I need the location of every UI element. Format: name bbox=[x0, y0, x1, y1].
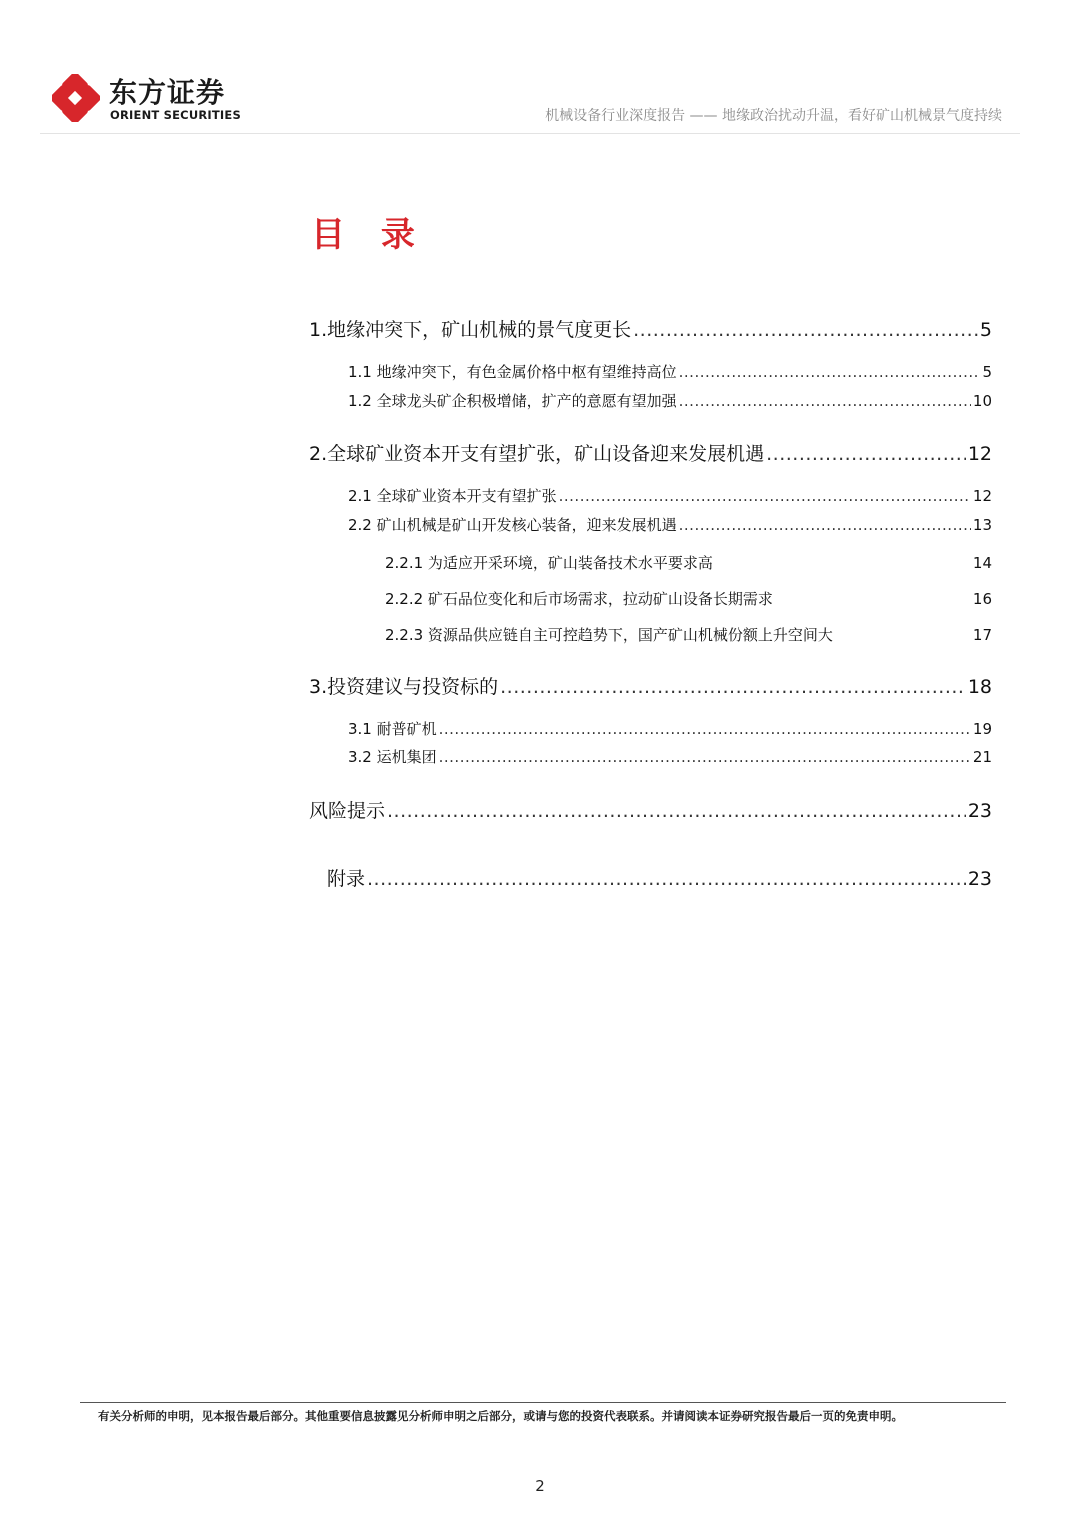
toc-dot-leader bbox=[679, 362, 981, 382]
brand-name-en: ORIENT SECURITIES bbox=[110, 108, 241, 122]
toc-entry-appendix[interactable] bbox=[327, 867, 992, 891]
toc-entry-title: 2.2.3 资源品供应链自主可控趋势下，国产矿山机械份额上升空间大 bbox=[385, 626, 833, 644]
toc-entry-title: 3.投资建议与投资标的 bbox=[309, 676, 499, 698]
toc-entry-title: 2.2 矿山机械是矿山开发核心装备，迎来发展机遇 bbox=[348, 516, 677, 534]
page-number: 2 bbox=[535, 1477, 545, 1495]
toc-dot-leader bbox=[559, 486, 971, 506]
toc-entry-title: 2.2.2 矿石品位变化和后市场需求，拉动矿山设备长期需求 bbox=[385, 590, 773, 608]
toc-entry-title: 3.1 耐普矿机 bbox=[348, 720, 437, 738]
toc-dot-leader bbox=[766, 442, 966, 466]
toc-entry-title: 2.1 全球矿业资本开支有望扩张 bbox=[348, 487, 557, 505]
toc-entry-risk[interactable] bbox=[309, 799, 992, 823]
footer-divider bbox=[80, 1402, 1006, 1403]
toc-entry-2-1[interactable] bbox=[348, 486, 992, 506]
toc-entry-2[interactable] bbox=[309, 442, 992, 466]
toc-entry-1-2[interactable] bbox=[348, 391, 992, 411]
toc-entry-2-2-2[interactable] bbox=[385, 589, 992, 609]
toc-dot-leader bbox=[387, 799, 966, 823]
brand-name-cn: 东方证券 bbox=[109, 76, 226, 109]
toc-entry-title: 附录 bbox=[327, 868, 366, 890]
toc-entry-title: 1.地缘冲突下，矿山机械的景气度更长 bbox=[309, 319, 632, 341]
page-header bbox=[0, 0, 1080, 135]
toc-entry-title: 1.1 地缘冲突下，有色金属价格中枢有望维持高位 bbox=[348, 363, 677, 381]
toc-entry-page: 21 bbox=[972, 748, 992, 766]
toc-entry-page: 16 bbox=[972, 590, 992, 608]
toc-entry-page: 14 bbox=[972, 554, 992, 572]
header-divider bbox=[40, 133, 1020, 134]
report-title: 机械设备行业深度报告 —— 地缘政治扰动升温，看好矿山机械景气度持续 bbox=[545, 108, 1002, 124]
toc-entry-page: 10 bbox=[972, 392, 992, 410]
toc-entry-1[interactable] bbox=[309, 318, 992, 342]
toc-entry-title: 1.2 全球龙头矿企积极增储，扩产的意愿有望加强 bbox=[348, 392, 677, 410]
toc-entry-1-1[interactable] bbox=[348, 362, 992, 382]
toc-heading: 目 录 bbox=[311, 215, 427, 255]
toc-entry-page: 23 bbox=[967, 868, 992, 890]
toc-dot-leader bbox=[439, 747, 971, 767]
toc-entry-page: 5 bbox=[979, 319, 992, 341]
footer-disclaimer: 有关分析师的申明，见本报告最后部分。其他重要信息披露见分析师申明之后部分，或请与您的投资代表联系。并请阅读本证券研究报告最后一页的免责申明。 bbox=[98, 1409, 903, 1423]
toc-entry-page: 18 bbox=[967, 676, 992, 698]
toc-entry-page: 23 bbox=[967, 800, 992, 822]
toc-dot-leader bbox=[500, 675, 966, 699]
toc-entry-3-2[interactable] bbox=[348, 747, 992, 767]
toc-dot-leader bbox=[679, 515, 971, 535]
toc-dot-leader bbox=[679, 391, 971, 411]
toc-entry-3[interactable] bbox=[309, 675, 992, 699]
toc-entry-page: 13 bbox=[972, 516, 992, 534]
toc-entry-3-1[interactable] bbox=[348, 719, 992, 739]
toc-entry-title: 3.2 运机集团 bbox=[348, 748, 437, 766]
toc-dot-leader bbox=[633, 318, 978, 342]
toc-entry-page: 19 bbox=[972, 720, 992, 738]
toc-dot-leader bbox=[367, 867, 966, 891]
toc-dot-leader bbox=[439, 719, 971, 739]
toc-entry-title: 2.2.1 为适应开采环境，矿山装备技术水平要求高 bbox=[385, 554, 713, 572]
toc-entry-2-2-3[interactable] bbox=[385, 625, 992, 645]
toc-entry-page: 12 bbox=[967, 443, 992, 465]
toc-entry-2-2[interactable] bbox=[348, 515, 992, 535]
toc-entry-2-2-1[interactable] bbox=[385, 553, 992, 573]
orient-securities-logo-icon bbox=[52, 74, 100, 122]
toc-entry-page: 17 bbox=[972, 626, 992, 644]
toc-entry-title: 2.全球矿业资本开支有望扩张，矿山设备迎来发展机遇 bbox=[309, 443, 765, 465]
toc-entry-page: 12 bbox=[972, 487, 992, 505]
toc-entry-page: 5 bbox=[982, 363, 992, 381]
toc-entry-title: 风险提示 bbox=[309, 800, 386, 822]
